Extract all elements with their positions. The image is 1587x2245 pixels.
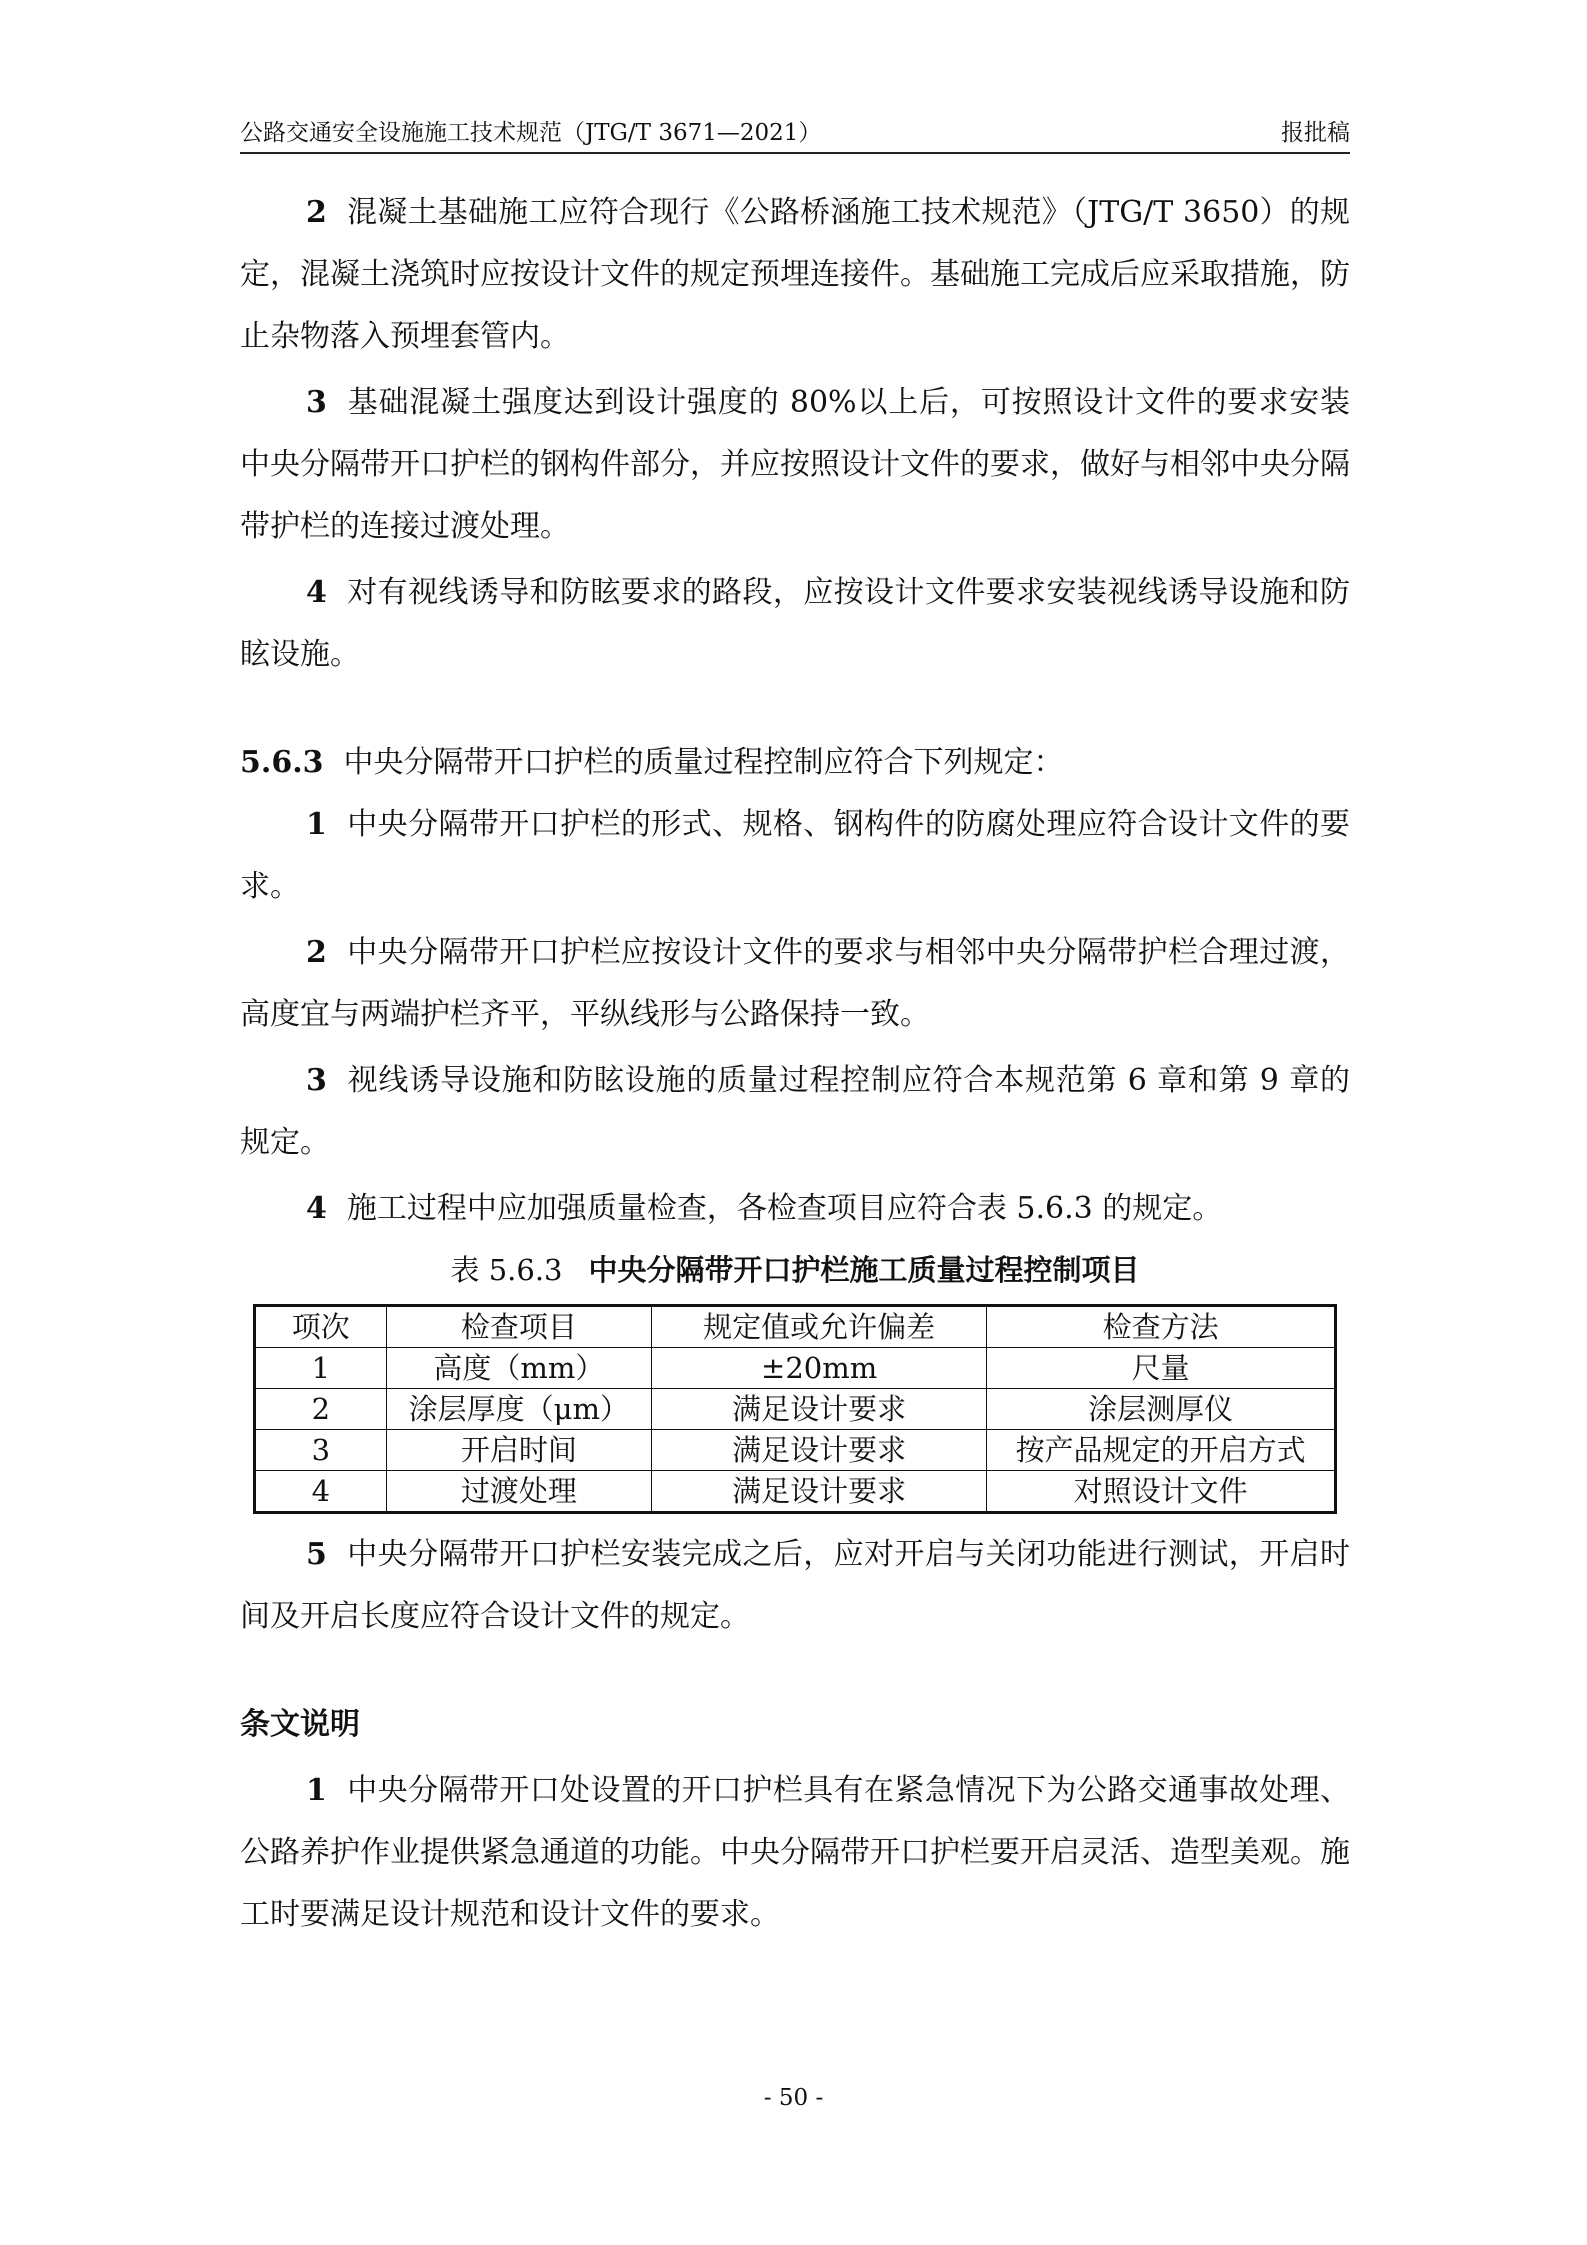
table-cell: 2 bbox=[255, 1389, 387, 1430]
page-number: - 50 - bbox=[763, 2085, 824, 2111]
table-cell: 对照设计文件 bbox=[987, 1471, 1336, 1513]
table-header: 检查项目 bbox=[386, 1306, 651, 1348]
table-caption: 表 5.6.3 中央分隔带开口护栏施工质量过程控制项目 bbox=[450, 1253, 1140, 1287]
table-cell: ±20mm bbox=[652, 1348, 987, 1389]
paragraph-item: 2 混凝土基础施工应符合现行《公路桥涵施工技术规范》（JTG/T 3650）的规定，混凝土浇筑时应按设计文件的规定预埋连接件。基础施工完成后应采取措施，防止杂物落入预埋套管内。 bbox=[240, 195, 1350, 354]
explanation-title: 条文说明 bbox=[240, 1707, 360, 1742]
table-header: 项次 bbox=[255, 1306, 387, 1348]
paragraph-item: 5 中央分隔带开口护栏安装完成之后，应对开启与关闭功能进行测试，开启时间及开启长度应符合设计文件的规定。 bbox=[240, 1537, 1350, 1634]
quality-control-table bbox=[253, 1304, 1337, 1514]
table-row bbox=[255, 1348, 1336, 1389]
table-cell: 满足设计要求 bbox=[652, 1389, 987, 1430]
table-cell: 按产品规定的开启方式 bbox=[987, 1430, 1336, 1471]
document-title: 公路交通安全设施施工技术规范（JTG/T 3671—2021） bbox=[240, 120, 822, 146]
table-cell: 开启时间 bbox=[386, 1430, 651, 1471]
paragraph-item: 2 中央分隔带开口护栏应按设计文件的要求与相邻中央分隔带护栏合理过渡，高度宜与两端护栏齐平，平纵线形与公路保持一致。 bbox=[240, 935, 1350, 1032]
table-cell: 尺量 bbox=[987, 1348, 1336, 1389]
table-cell: 满足设计要求 bbox=[652, 1471, 987, 1513]
paragraph-item: 3 基础混凝土强度达到设计强度的 80%以上后，可按照设计文件的要求安装中央分隔带开口护栏的钢构件部分，并应按照设计文件的要求，做好与相邻中央分隔带护栏的连接过渡处理。 bbox=[240, 385, 1350, 544]
table-cell: 过渡处理 bbox=[386, 1471, 651, 1513]
draft-status: 报批稿 bbox=[1281, 120, 1350, 146]
table-header: 规定值或允许偏差 bbox=[652, 1306, 987, 1348]
page-content bbox=[240, 182, 1350, 1946]
table-cell: 4 bbox=[255, 1471, 387, 1513]
table-row bbox=[255, 1430, 1336, 1471]
table-cell: 涂层测厚仪 bbox=[987, 1389, 1336, 1430]
table-cell: 满足设计要求 bbox=[652, 1430, 987, 1471]
table-row bbox=[255, 1471, 1336, 1513]
table-row bbox=[255, 1389, 1336, 1430]
table-header-row bbox=[255, 1306, 1336, 1348]
table-cell: 高度（mm） bbox=[386, 1348, 651, 1389]
explanation-paragraph: 1 中央分隔带开口处设置的开口护栏具有在紧急情况下为公路交通事故处理、公路养护作业提供紧急通道的功能。中央分隔带开口护栏要开启灵活、造型美观。施工时要满足设计规范和设计文件的要求。 bbox=[240, 1773, 1350, 1932]
table-cell: 涂层厚度（μm） bbox=[386, 1389, 651, 1430]
page-header bbox=[240, 108, 1350, 154]
paragraph-item: 4 对有视线诱导和防眩要求的路段，应按设计文件要求安装视线诱导设施和防眩设施。 bbox=[240, 575, 1350, 672]
paragraph-item: 3 视线诱导设施和防眩设施的质量过程控制应符合本规范第 6 章和第 9 章的规定。 bbox=[240, 1063, 1350, 1160]
clause-heading: 5.6.3 中央分隔带开口护栏的质量过程控制应符合下列规定： bbox=[240, 745, 1064, 780]
table-header: 检查方法 bbox=[987, 1306, 1336, 1348]
paragraph-item: 4 施工过程中应加强质量检查，各检查项目应符合表 5.6.3 的规定。 bbox=[306, 1191, 1223, 1226]
table-cell: 3 bbox=[255, 1430, 387, 1471]
table-cell: 1 bbox=[255, 1348, 387, 1389]
paragraph-item: 1 中央分隔带开口护栏的形式、规格、钢构件的防腐处理应符合设计文件的要求。 bbox=[240, 807, 1350, 904]
